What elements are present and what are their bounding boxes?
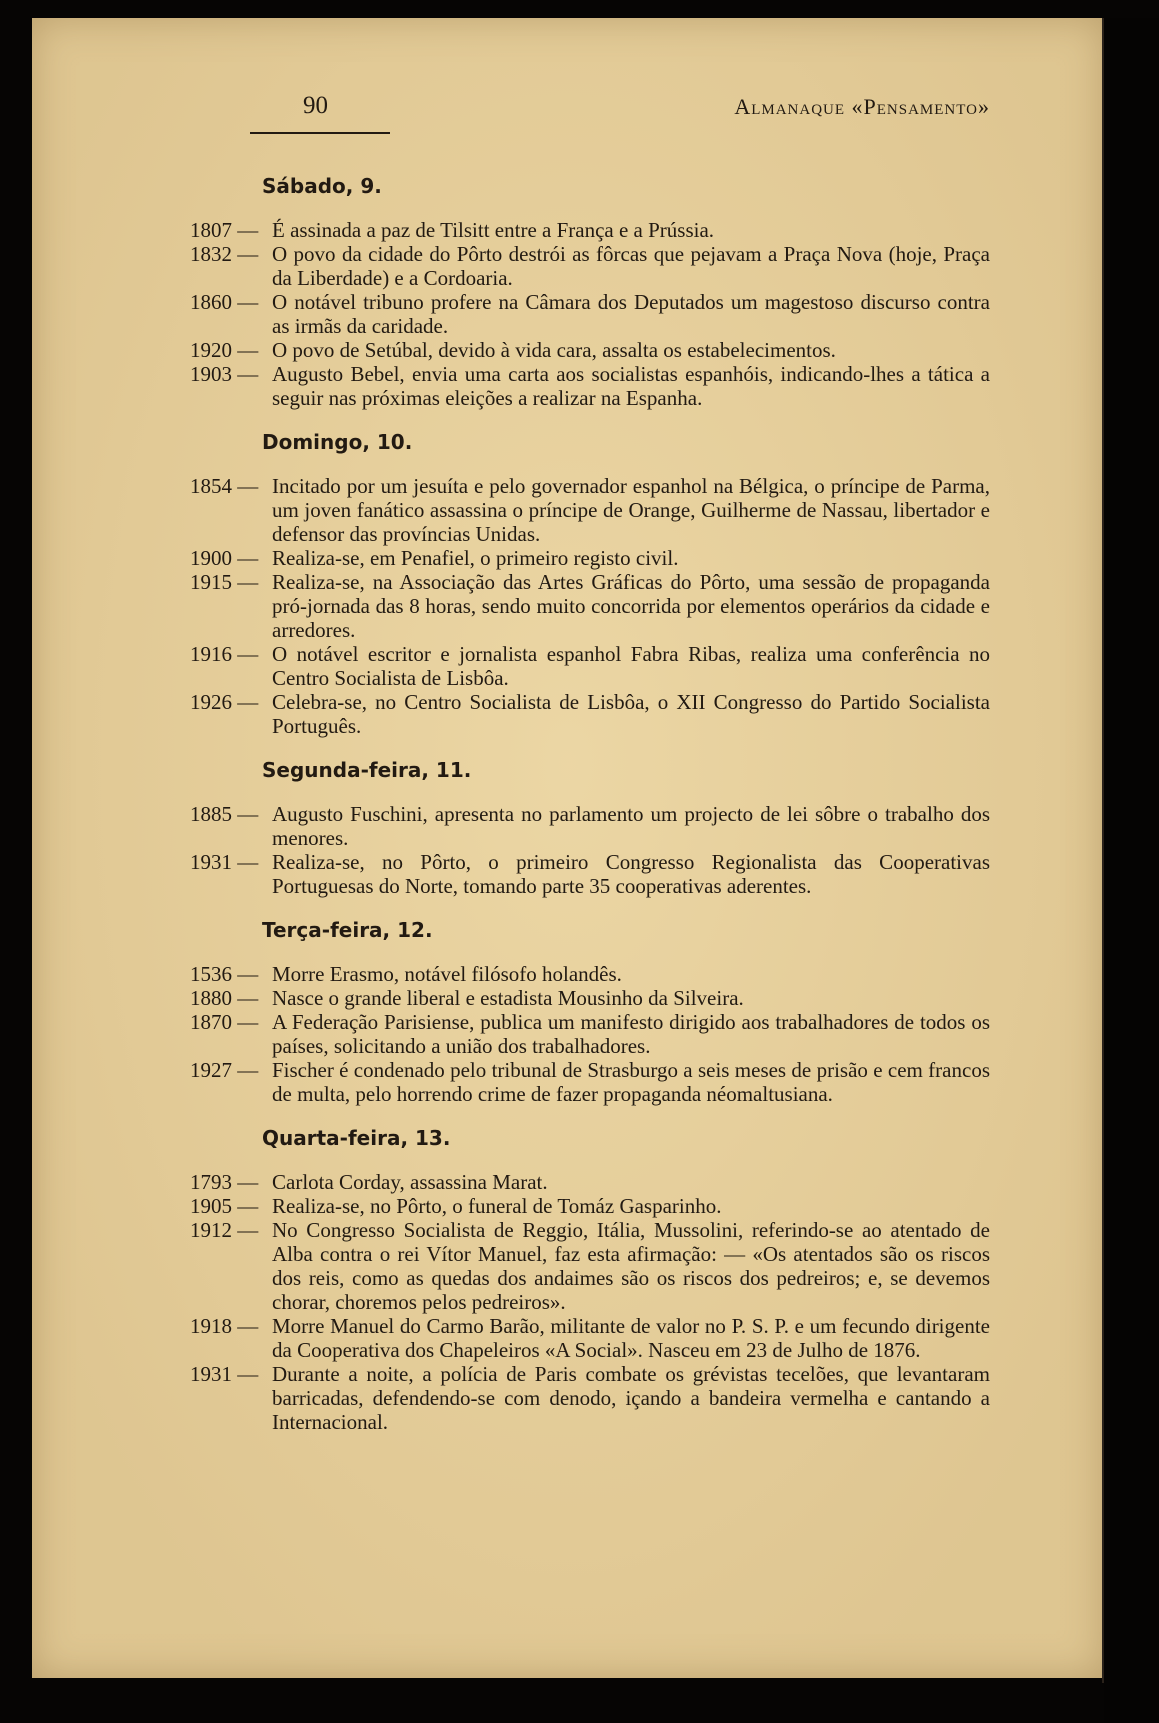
day-heading: Terça-feira, 12.	[262, 918, 433, 942]
entry-text: Realiza-se, no Pôrto, o primeiro Congresso Regionalista das Cooperativas Portuguesas do Norte, tomando parte 35 cooperativas aderentes.	[272, 850, 990, 898]
entry-text: Celebra-se, no Centro Socialista de Lisbôa, o XII Congresso do Partido Socialista Português.	[272, 690, 990, 738]
running-title: Almanaque «Pensamento»	[734, 94, 990, 119]
entry-year: 1931 —	[190, 1362, 259, 1386]
entry-text: Realiza-se, em Penafiel, o primeiro registo civil.	[272, 546, 679, 570]
entry-text: A Federação Parisiense, publica um manifesto dirigido aos trabalhadores de todos os países, solicitando a união dos trabalhadores.	[272, 1010, 990, 1058]
entry-text: O notável escritor e jornalista espanhol Fabra Ribas, realiza uma conferência no Centro Socialista de Lisbôa.	[272, 642, 990, 690]
chronology-entry	[190, 546, 990, 570]
chronology-entry	[190, 690, 990, 738]
entry-text: O notável tribuno profere na Câmara dos Deputados um magestoso discurso contra as irmãs da caridade.	[272, 290, 990, 338]
day-section-wednesday	[190, 1124, 990, 1434]
chronology-entry	[190, 1194, 990, 1218]
chronology-entry	[190, 642, 990, 690]
chronology-entry	[190, 1314, 990, 1362]
chronology-entry	[190, 850, 990, 898]
entry-year: 1926 —	[190, 690, 259, 714]
entry-text: O povo da cidade do Pôrto destrói as fôrcas que pejavam a Praça Nova (hoje, Praça da Liberdade) e a Cordoaria.	[272, 242, 990, 290]
entry-text: No Congresso Socialista de Reggio, Itália, Mussolini, referindo-se ao atentado de Alba contra o rei Vítor Manuel, faz esta afirmação: — «Os atentados são os riscos dos reis, como as quedas dos andaimes são os riscos dos pedreiros; e, se devemos chorar, choremos pelos pedreiros».	[272, 1218, 990, 1314]
header-rule	[250, 132, 390, 134]
entry-year: 1860 —	[190, 290, 259, 314]
entry-text: Carlota Corday, assassina Marat.	[272, 1170, 548, 1194]
entry-text: É assinada a paz de Tilsitt entre a França e a Prússia.	[272, 218, 715, 242]
entry-year: 1880 —	[190, 986, 259, 1010]
entry-text: Morre Manuel do Carmo Barão, militante de valor no P. S. P. e um fecundo dirigente da Cooperativa dos Chapeleiros «A Social». Nasceu em 23 de Julho de 1876.	[272, 1314, 990, 1362]
day-section-saturday	[190, 172, 990, 410]
entry-text: Augusto Bebel, envia uma carta aos socialistas espanhóis, indicando-lhes a tática a seguir nas próximas eleições a realizar na Espanha.	[272, 362, 990, 410]
entry-year: 1927 —	[190, 1058, 259, 1082]
entry-year: 1931 —	[190, 850, 259, 874]
chronology-entry	[190, 338, 990, 362]
chronology-entry	[190, 1170, 990, 1194]
entry-text: Durante a noite, a polícia de Paris combate os grévistas tecelões, que levantaram barricadas, defendendo-se com denodo, içando a bandeira vermelha e cantando a Internacional.	[272, 1362, 990, 1434]
book-binding	[1104, 18, 1159, 1723]
entry-year: 1854 —	[190, 474, 259, 498]
day-section-tuesday	[190, 916, 990, 1106]
entry-text: Realiza-se, na Associação das Artes Gráficas do Pôrto, uma sessão de propaganda pró-jornada das 8 horas, sendo muito concorrida por elementos operários da cidade e arredores.	[272, 570, 990, 642]
entry-text: O povo de Setúbal, devido à vida cara, assalta os estabelecimentos.	[272, 338, 836, 362]
chronology-entry	[190, 986, 990, 1010]
entry-year: 1903 —	[190, 362, 259, 386]
entry-text: Augusto Fuschini, apresenta no parlamento um projecto de lei sôbre o trabalho dos menores.	[272, 802, 990, 850]
chronology-content	[190, 172, 990, 1452]
chronology-entry	[190, 1010, 990, 1058]
entry-year: 1912 —	[190, 1218, 259, 1242]
chronology-entry	[190, 802, 990, 850]
entry-year: 1916 —	[190, 642, 259, 666]
day-section-sunday	[190, 428, 990, 738]
entry-year: 1807 —	[190, 218, 259, 242]
entry-text: Incitado por um jesuíta e pelo governador espanhol na Bélgica, o príncipe de Parma, um joven fanático assassina o príncipe de Orange, Guilherme de Nassau, libertador e defensor das províncias Unidas.	[272, 474, 990, 546]
chronology-entry	[190, 1058, 990, 1106]
chronology-entry	[190, 570, 990, 642]
chronology-entry	[190, 1218, 990, 1314]
day-heading: Sábado, 9.	[262, 174, 382, 198]
entry-year: 1793 —	[190, 1170, 259, 1194]
entry-year: 1870 —	[190, 1010, 259, 1034]
entry-year: 1832 —	[190, 242, 259, 266]
chronology-entry	[190, 218, 990, 242]
chronology-entry	[190, 242, 990, 290]
page-header	[250, 92, 990, 132]
page-number: 90	[303, 92, 328, 119]
day-heading: Segunda-feira, 11.	[262, 758, 472, 782]
chronology-entry	[190, 290, 990, 338]
entry-year: 1915 —	[190, 570, 259, 594]
entry-year: 1885 —	[190, 802, 259, 826]
entry-text: Realiza-se, no Pôrto, o funeral de Tomáz Gasparinho.	[272, 1194, 722, 1218]
entry-text: Nasce o grande liberal e estadista Mousinho da Silveira.	[272, 986, 744, 1010]
day-heading: Domingo, 10.	[262, 430, 413, 454]
day-section-monday	[190, 756, 990, 898]
chronology-entry	[190, 962, 990, 986]
entry-year: 1905 —	[190, 1194, 259, 1218]
entry-year: 1920 —	[190, 338, 259, 362]
chronology-entry	[190, 1362, 990, 1434]
entry-year: 1900 —	[190, 546, 259, 570]
day-heading: Quarta-feira, 13.	[262, 1126, 451, 1150]
entry-year: 1918 —	[190, 1314, 259, 1338]
entry-year: 1536 —	[190, 962, 259, 986]
entry-text: Morre Erasmo, notável filósofo holandês.	[272, 962, 622, 986]
chronology-entry	[190, 362, 990, 410]
chronology-entry	[190, 474, 990, 546]
entry-text: Fischer é condenado pelo tribunal de Strasburgo a seis meses de prisão e cem francos de multa, pelo horrendo crime de fazer propaganda néomaltusiana.	[272, 1058, 990, 1106]
